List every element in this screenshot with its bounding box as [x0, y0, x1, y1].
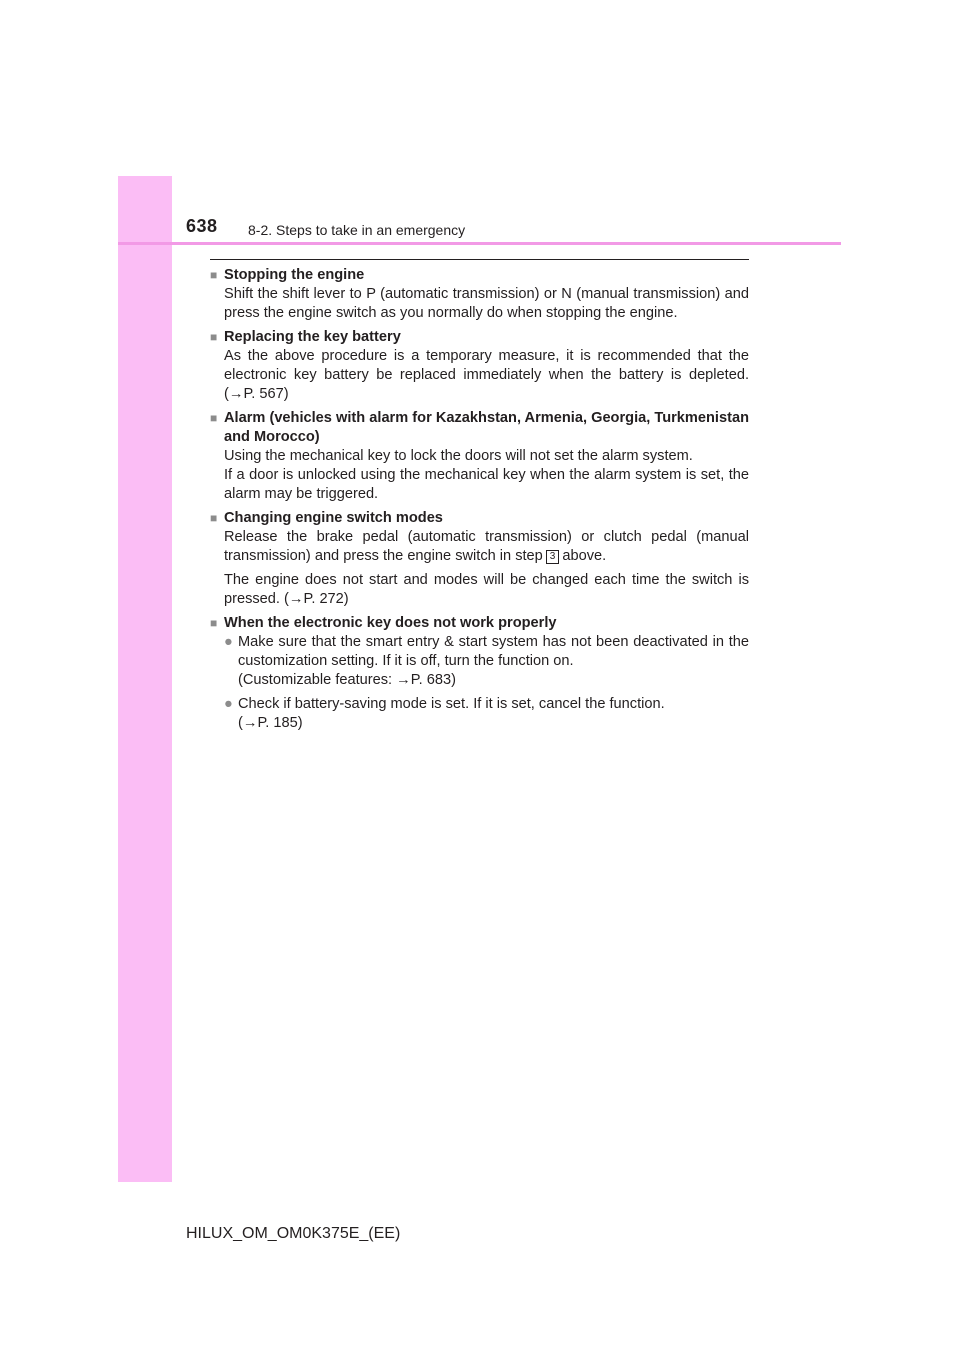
paragraph: Using the mechanical key to lock the doors will not set the alarm system. [224, 448, 693, 464]
section-heading: When the electronic key does not work properly [224, 615, 557, 631]
page-number: 638 [186, 216, 218, 236]
paragraph: Release the brake pedal (automatic transmission) or clutch pedal (manual transmission) and press the engine switch in step 3 above. [224, 529, 749, 564]
paragraph: Shift the shift lever to P (automatic transmission) or N (manual transmission) and press the engine switch as you normally do when stopping the engine. [224, 286, 749, 321]
circle-bullet-icon: ● [224, 634, 233, 650]
section-title: 8-2. Steps to take in an emergency [248, 222, 466, 238]
paragraph: The engine does not start and modes will be changed each time the switch is pressed. (→P. 272) [224, 572, 749, 607]
square-bullet-icon: ■ [210, 268, 218, 282]
list-item: ● Make sure that the smart entry & start system has not been deactivated in the customization setting. If it is off, turn the function on. (Customizable features: →P. 683) [224, 634, 749, 688]
section-heading: Alarm (vehicles with alarm for Kazakhstan, Armenia, Georgia, Turkmenistan and Morocco) [224, 410, 749, 445]
section-electronic-key-not-working [210, 614, 749, 733]
header-divider [118, 242, 841, 245]
section-stopping-engine [210, 266, 749, 323]
square-bullet-icon: ■ [210, 511, 218, 525]
page-content [210, 266, 749, 738]
step-number-box: 3 [546, 550, 560, 564]
section-alarm [210, 409, 749, 504]
section-replacing-key-battery [210, 328, 749, 404]
square-bullet-icon: ■ [210, 411, 218, 425]
circle-bullet-icon: ● [224, 696, 233, 712]
section-changing-engine-switch-modes [210, 509, 749, 609]
document-code-footer: HILUX_OM_OM0K375E_(EE) [186, 1225, 401, 1242]
paragraph: If a door is unlocked using the mechanical key when the alarm system is set, the alarm may be triggered. [224, 467, 749, 502]
paragraph: As the above procedure is a temporary measure, it is recommended that the electronic key battery be replaced immediately when the battery is depleted. (→P. 567) [224, 348, 749, 402]
square-bullet-icon: ■ [210, 616, 218, 630]
section-heading: Replacing the key battery [224, 329, 401, 345]
chapter-sidebar-tab [118, 176, 172, 1182]
section-heading: Changing engine switch modes [224, 510, 443, 526]
square-bullet-icon: ■ [210, 330, 218, 344]
content-top-rule [210, 259, 749, 260]
section-heading: Stopping the engine [224, 267, 365, 283]
list-item: ● Check if battery-saving mode is set. If it is set, cancel the function. (→P. 185) [224, 696, 665, 731]
